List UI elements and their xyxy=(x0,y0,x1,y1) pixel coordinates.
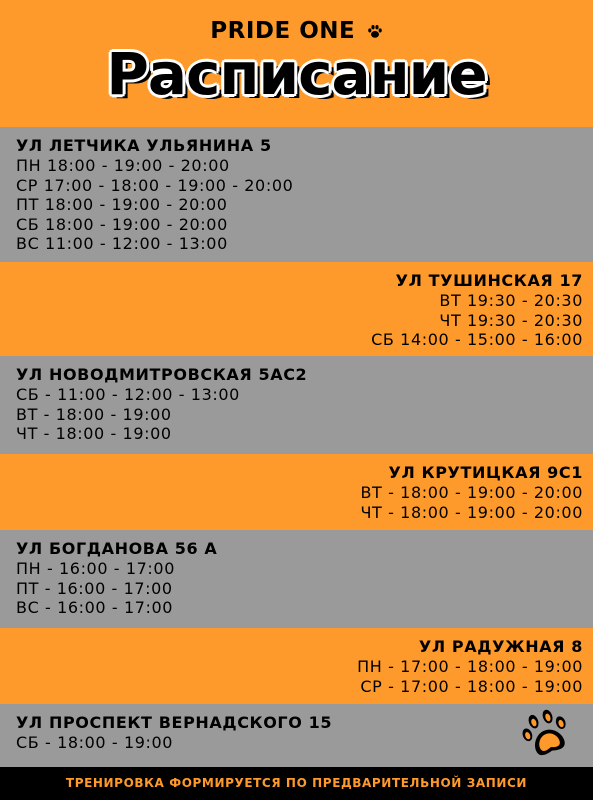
location-section xyxy=(0,262,593,356)
location-name: УЛ ЛЕТЧИКА УЛЬЯНИНА 5 xyxy=(16,136,272,155)
schedule-line: ЧТ - 18:00 - 19:00 xyxy=(16,424,172,443)
schedule-line: ПН - 16:00 - 17:00 xyxy=(16,559,175,578)
page-title: Расписание xyxy=(106,40,487,108)
header xyxy=(0,0,593,127)
schedule-line: ЧТ - 18:00 - 19:00 - 20:00 xyxy=(360,502,583,522)
schedule-line: СБ - 11:00 - 12:00 - 13:00 xyxy=(16,385,240,404)
schedule-line: ПН 18:00 - 19:00 - 20:00 xyxy=(16,156,230,175)
location-section xyxy=(0,454,593,530)
schedule-line: СБ 18:00 - 19:00 - 20:00 xyxy=(16,214,228,234)
location-name: УЛ ПРОСПЕКТ ВЕРНАДСКОГО 15 xyxy=(16,713,333,732)
schedule-line: ПН - 17:00 - 18:00 - 19:00 xyxy=(357,657,583,676)
schedule-line: ВС 11:00 - 12:00 - 13:00 xyxy=(16,234,228,253)
schedule-line: ПТ - 16:00 - 17:00 xyxy=(16,578,173,598)
schedule-line: ВС - 16:00 - 17:00 xyxy=(16,598,174,617)
footer-banner xyxy=(0,767,593,800)
location-section xyxy=(0,127,593,262)
location-name: УЛ НОВОДМИТРОВСКАЯ 5АС2 xyxy=(16,365,308,384)
schedule-line: ВТ 19:30 - 20:30 xyxy=(439,291,583,310)
location-section xyxy=(0,704,593,767)
schedule-line: ПТ 18:00 - 19:00 - 20:00 xyxy=(16,195,228,214)
schedule-line: СБ 14:00 - 15:00 - 16:00 xyxy=(371,330,583,349)
schedule-line: ВТ - 18:00 - 19:00 - 20:00 xyxy=(360,483,583,502)
location-section xyxy=(0,356,593,454)
location-section xyxy=(0,628,593,704)
location-name: УЛ ТУШИНСКАЯ 17 xyxy=(395,271,583,290)
location-section xyxy=(0,530,593,628)
schedule-line: ЧТ 19:30 - 20:30 xyxy=(439,310,583,330)
paw-icon xyxy=(518,706,574,762)
location-name: УЛ БОГДАНОВА 56 А xyxy=(16,539,218,558)
location-name: УЛ РАДУЖНАЯ 8 xyxy=(418,637,583,656)
schedule-line: ВТ - 18:00 - 19:00 xyxy=(16,404,172,424)
schedule-line: СР 17:00 - 18:00 - 19:00 - 20:00 xyxy=(16,175,294,195)
brand-name: PRIDE ONE xyxy=(210,18,356,44)
footer-note: ТРЕНИРОВКА ФОРМИРУЕТСЯ ПО ПРЕДВАРИТЕЛЬНОЙ ЗАПИСИ xyxy=(65,776,528,790)
schedule-line: СБ - 18:00 - 19:00 xyxy=(16,733,174,752)
location-name: УЛ КРУТИЦКАЯ 9С1 xyxy=(388,463,583,482)
schedule-line: СР - 17:00 - 18:00 - 19:00 xyxy=(360,676,583,696)
